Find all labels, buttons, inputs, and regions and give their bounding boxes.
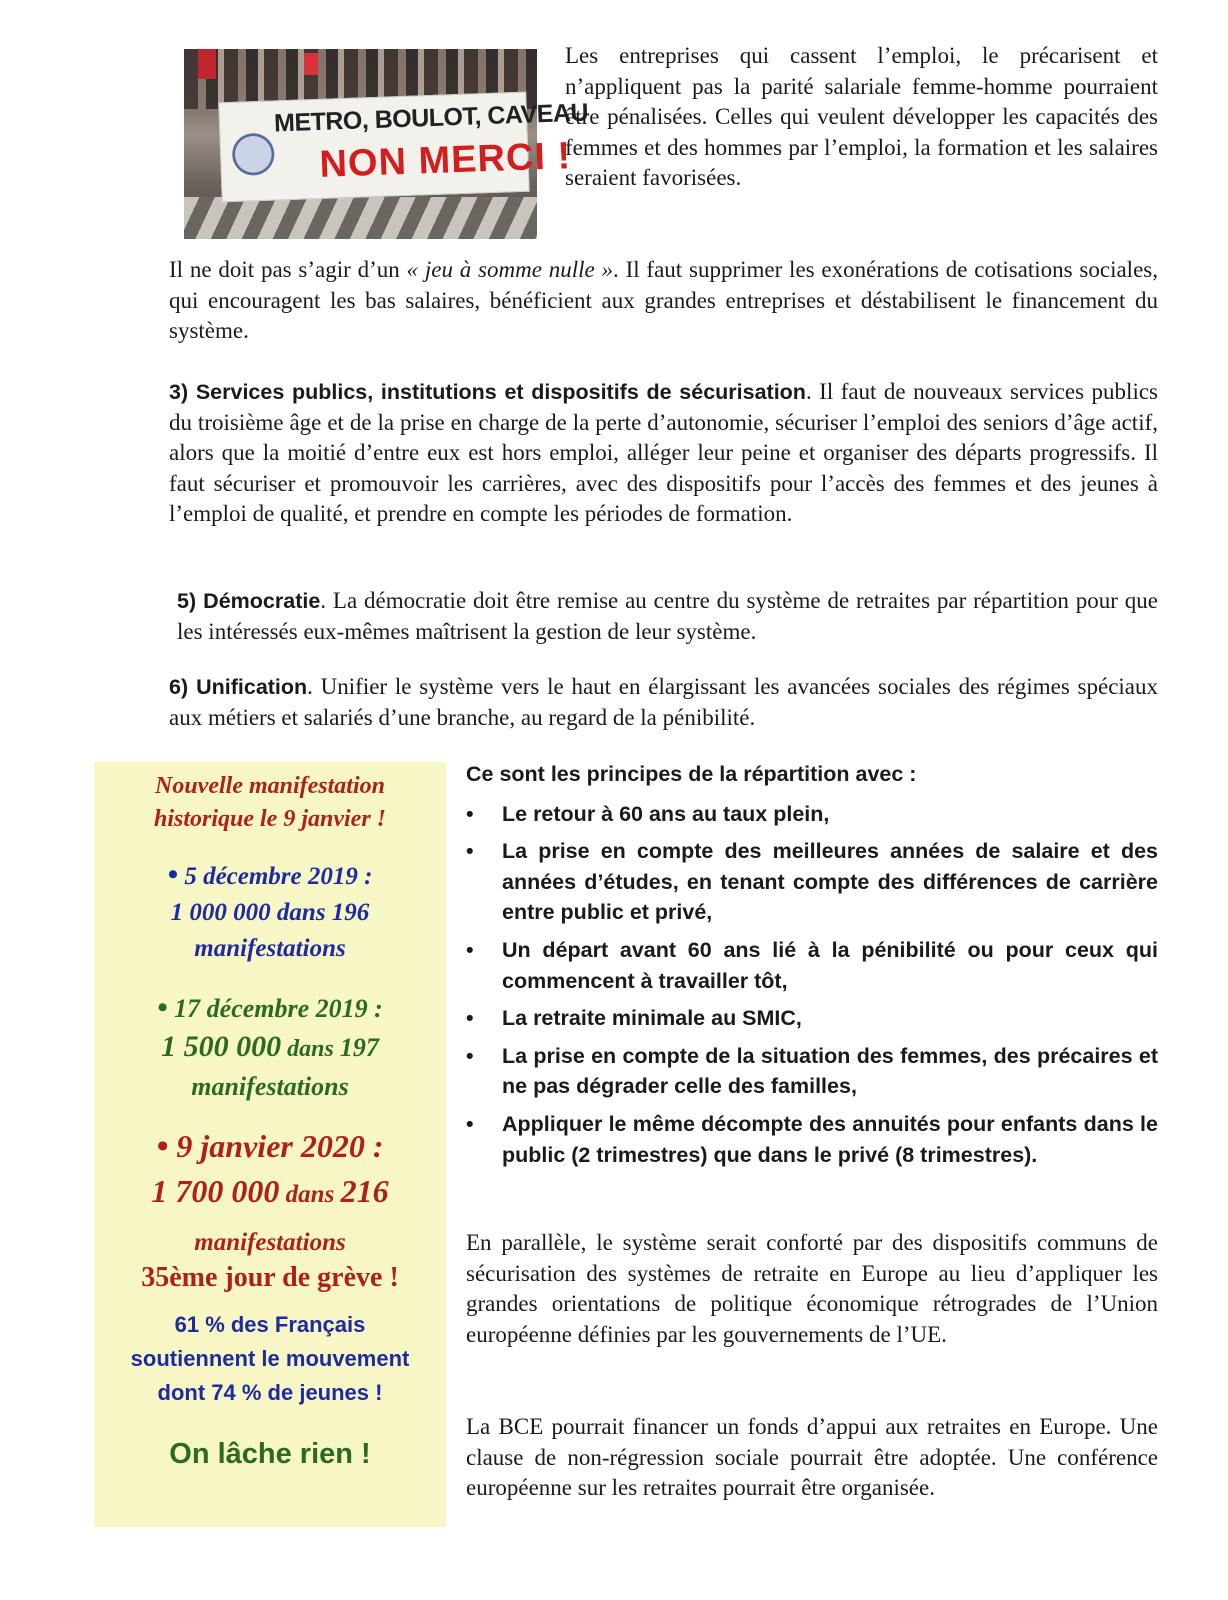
crosswalk [184,197,537,239]
section-3-title: 3) Services publics, institutions et dispositifs de sécurisation [169,380,806,404]
para1-end: . Il faut supprimer les exonérations de cotisations sociales, qui encouragent les bas salaires, bénéficient aux grandes entreprises et déstabilisent le financement du système. [169,257,1158,344]
headline-line-1: Nouvelle manifestation [155,773,385,799]
section-6-text: . Unifier le système vers le haut en élargissant les avancées sociales des régimes spéciaux aux métiers et salariés d’une branche, au regard de la pénibilité. [169,674,1158,730]
paragraph-zero-sum [169,255,1158,347]
list-item: • Appliquer le même décompte des annuités pour enfants dans le public (2 trimestres) que dans le privé (8 trimestres). [466,1109,1158,1170]
strike-day: 35ème jour de grève ! [141,1262,399,1293]
dec17-mid: dans [281,1036,340,1062]
banner-line-2: NON MERCI ! [318,135,572,186]
poll-line-2: soutiennent le mouvement [130,1346,410,1371]
protest-photo [184,49,589,239]
bullet-dot: • [167,858,179,891]
section-5 [177,586,1158,647]
dec17-block [94,989,446,1106]
section-6 [169,672,1158,733]
poll-block [94,1308,446,1410]
parallel-paragraph: En parallèle, le système serait conforté par des dispositifs communs de sécurisation des systèmes de retraite en Europe au lieu d’appliquer les grandes orientations de politique économique rétrogrades de l’Union européenne définies par les gouvernements de l’UE. [466,1230,1158,1347]
poll-line-3: dont 74 % de jeunes ! [157,1380,383,1405]
jan9-mid: dans [279,1181,341,1208]
jan9-block [94,1124,446,1265]
dec17-number: 1 500 000 [161,1030,282,1063]
list-item: • La prise en compte des meilleures années de salaire et des années d’études, en tenant compte des différences de carrière entre public et privé, [466,836,1158,928]
para1-italic: « jeu à somme nulle » [406,257,614,282]
jan9-total: 216 [340,1173,389,1209]
bullet-dot: • [157,991,168,1024]
bullet-dot: • [156,1128,169,1165]
section-5-text: . La démocratie doit être remise au centre du système de retraites par répartition pour que les intéressés eux-mêmes maîtrisent la gestion de leur système. [177,588,1158,644]
principles-list [466,799,1158,1171]
dec5-block [94,857,446,967]
jan9-unit: manifestations [194,1229,346,1256]
principles-heading: Ce sont les principes de la répartition avec : [466,762,917,786]
list-item: • La retraite minimale au SMIC, [466,1003,1158,1034]
para1-start: Il ne doit pas s’agir d’un [169,257,407,282]
intro-paragraph: Les entreprises qui cassent l’emploi, le précarisent et n’appliquent pas la parité salariale femme-homme pourraient être pénalisées. Celles qui veulent développer les capacités des femmes et des hommes par l’emploi, la formation et les salaires seraient favorisées. [565,43,1158,191]
list-item: • Le retour à 60 ans au taux plein, [466,799,1158,830]
banner-line-1: METRO, BOULOT, CAVEAU [273,98,589,138]
list-item: • La prise en compte de la situation des femmes, des précaires et ne pas dégrader celle des familles, [466,1041,1158,1102]
protest-banner [218,92,589,203]
bce-paragraph: La BCE pourrait financer un fonds d’appui aux retraites en Europe. Une clause de non-régression sociale pourrait être adoptée. Une conférence européenne sur les retraites pourrait être organisée. [466,1414,1158,1501]
dec5-count: 1 000 000 dans 196 [170,899,370,926]
headline-line-2: historique le 9 janvier ! [153,806,387,832]
section-6-title: 6) Unification [169,675,308,699]
dec17-total: 197 [339,1033,379,1062]
red-flag [304,53,318,75]
red-flag [198,49,216,79]
jan9-number: 1 700 000 [151,1173,280,1209]
section-3 [169,377,1158,530]
dec5-unit: manifestations [194,935,346,962]
sidebar-headline [94,770,446,836]
slogan: On lâche rien ! [169,1438,371,1470]
principles-section [466,759,1158,1177]
jan9-date: 9 janvier 2020 : [176,1128,384,1164]
dec17-unit: manifestations [191,1072,349,1101]
list-item: • Un départ avant 60 ans lié à la pénibilité ou pour ceux qui commencent à travailler tôt, [466,935,1158,996]
section-3-text: . Il faut de nouveaux services publics du troisième âge et de la prise en charge de la perte d’autonomie, sécuriser l’emploi des seniors d’âge actif, alors que la moitié d’entre eux est hors emploi, alléger leur peine et organiser des départs progressifs. Il faut sécuriser et promouvoir les carrières, avec des dispositifs pour l’accès des femmes et des jeunes à l’emploi de qualité, et prendre en compte les périodes de formation. [169,379,1158,527]
dec17-date: 17 décembre 2019 : [174,994,383,1023]
section-5-title: 5) Démocratie [177,589,321,613]
mobilisation-sidebar [94,762,446,1527]
dec5-date: 5 décembre 2019 : [184,863,373,890]
poll-line-1: 61 % des Français [174,1312,366,1337]
